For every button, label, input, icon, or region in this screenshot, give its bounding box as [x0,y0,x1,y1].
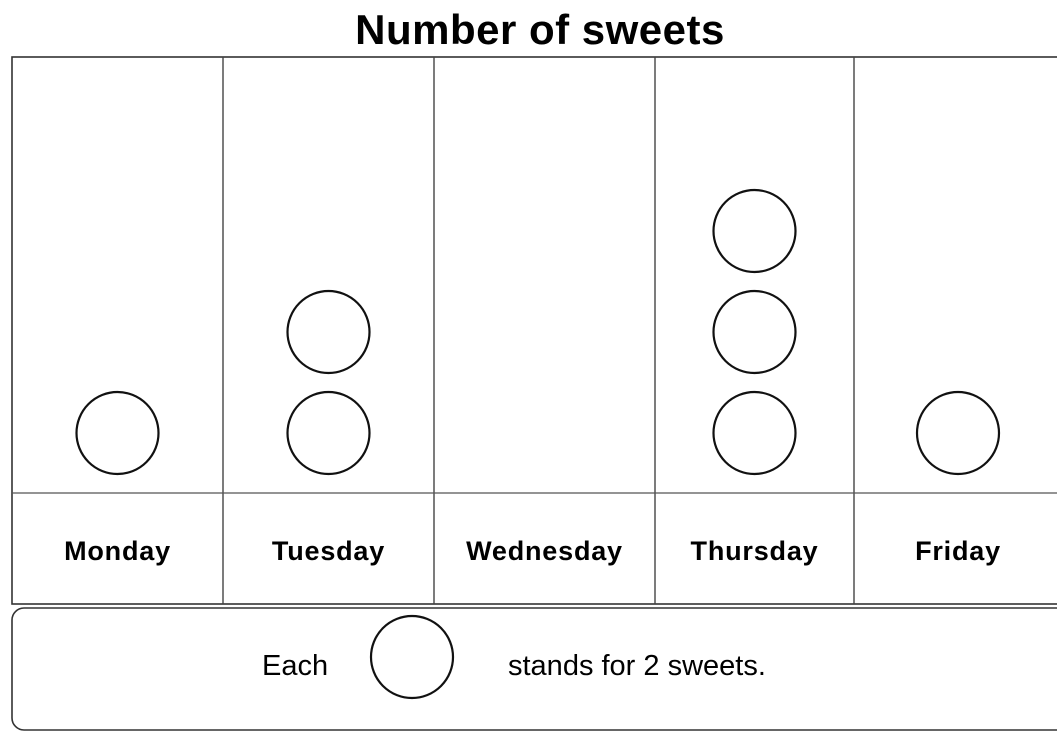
sweet-symbol [288,291,370,373]
sweet-symbol [714,392,796,474]
category-label: Monday [64,536,171,566]
category-label: Wednesday [466,536,623,566]
sweet-symbol [77,392,159,474]
key-suffix-text: stands for 2 sweets. [508,650,766,682]
chart-frame [12,57,1057,604]
chart-marks [77,190,1000,474]
sweet-symbol [288,392,370,474]
key-symbol [371,616,453,698]
sweet-symbol [714,190,796,272]
category-labels [64,536,1001,566]
sweet-symbol [714,291,796,373]
chart-grid [12,57,1057,604]
key-prefix-text: Each [262,650,329,682]
sweet-symbol [917,392,999,474]
category-label: Tuesday [271,536,386,566]
chart-title: Number of sweets [355,6,725,53]
category-label: Thursday [690,536,819,566]
category-label: Friday [915,536,1001,566]
